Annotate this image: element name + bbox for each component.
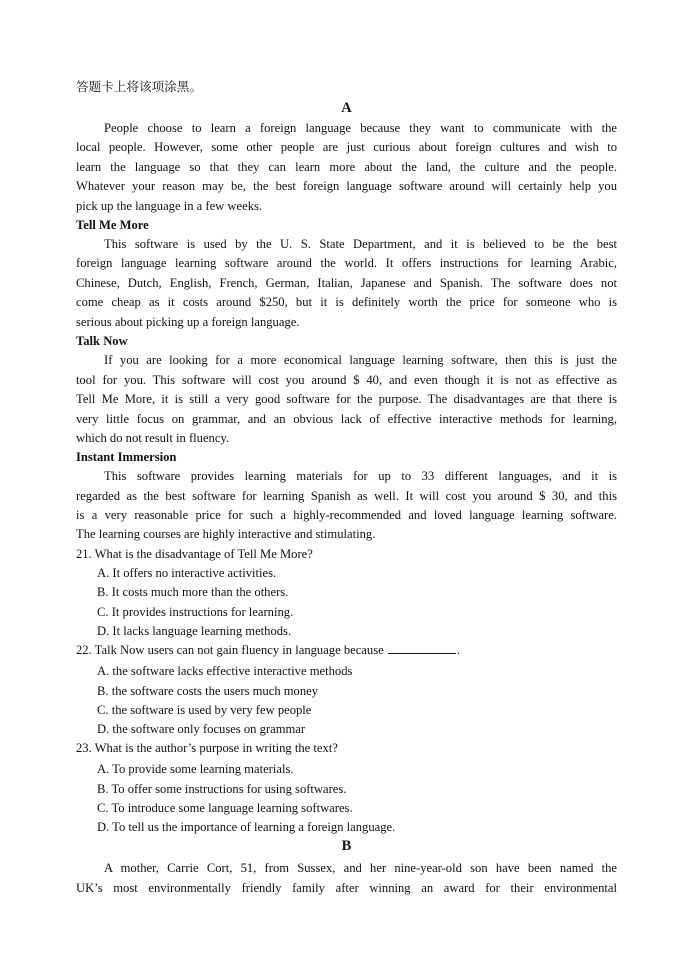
product-heading: Instant Immersion: [76, 450, 177, 464]
answer-option: A. the software lacks effective interactive methods: [97, 664, 353, 678]
product-heading: Talk Now: [76, 334, 128, 348]
question-stem: 23. What is the author’s purpose in writing the text?: [76, 741, 338, 755]
instruction-line: 答题卡上将该项涂黑。: [76, 80, 202, 94]
section-a-title: A: [341, 100, 352, 116]
paragraph-line: foreign language learning software around the world. It offers instructions for learning Arabic,: [76, 256, 617, 270]
question-stem: [76, 642, 460, 658]
paragraph-line: Tell Me More, it is still a very good software for the purpose. The disadvantages are that there is: [76, 392, 617, 406]
intro-line: Whatever your reason may be, the best foreign language software around will certainly help you: [76, 179, 617, 193]
answer-option: B. It costs much more than the others.: [97, 585, 289, 599]
answer-option: C. the software is used by very few people: [97, 703, 312, 717]
paragraph-line: Chinese, Dutch, English, French, German, Italian, Japanese and Spanish. The software does not: [76, 276, 617, 290]
question-stem-end: .: [456, 643, 460, 657]
answer-option: B. the software costs the users much money: [97, 684, 319, 698]
intro-line: learn the language so that they can learn more about the land, the culture and the people.: [76, 160, 617, 174]
answer-option: C. To introduce some language learning softwares.: [97, 801, 353, 815]
section-b-title: B: [341, 838, 352, 854]
paragraph-line: The learning courses are highly interactive and stimulating.: [76, 527, 376, 541]
paragraph-line: regarded as the best software for learning Spanish as well. It will cost you around $ 30, and this: [76, 489, 617, 503]
paragraph-line: serious about picking up a foreign language.: [76, 315, 300, 329]
answer-option: A. To provide some learning materials.: [97, 762, 294, 776]
paragraph-line: come cheap as it costs around $250, but it is definitely worth the price for someone who is: [76, 295, 617, 309]
answer-blank: [388, 642, 456, 654]
answer-option: D. It lacks language learning methods.: [97, 624, 292, 638]
question-stem: 21. What is the disadvantage of Tell Me More?: [76, 547, 313, 561]
paragraph-line: A mother, Carrie Cort, 51, from Sussex, and her nine-year-old son have been named the: [104, 861, 617, 875]
answer-option: D. To tell us the importance of learning a foreign language.: [97, 820, 396, 834]
paragraph-line: which do not result in fluency.: [76, 431, 230, 445]
paragraph-line: This software is used by the U. S. State Department, and it is believed to be the best: [104, 237, 617, 251]
paragraph-line: UK’s most environmentally friendly family after winning an award for their environmental: [76, 881, 617, 895]
paragraph-line: tool for you. This software will cost you around $ 40, and even though it is not as effective as: [76, 373, 617, 387]
answer-option: C. It provides instructions for learning.: [97, 605, 294, 619]
paragraph-line: very little focus on grammar, and an obvious lack of effective interactive methods for learning,: [76, 412, 617, 426]
paragraph-line: This software provides learning materials for up to 33 different languages, and it is: [104, 469, 617, 483]
intro-line: People choose to learn a foreign language because they want to communicate with the: [104, 121, 617, 135]
question-stem-text: 22. Talk Now users can not gain fluency in language because: [76, 643, 384, 657]
answer-option: A. It offers no interactive activities.: [97, 566, 277, 580]
paragraph-line: If you are looking for a more economical language learning software, then this is just the: [104, 353, 617, 367]
paragraph-line: is a very reasonable price for such a highly-recommended and loved language learning software.: [76, 508, 617, 522]
answer-option: B. To offer some instructions for using softwares.: [97, 782, 347, 796]
answer-option: D. the software only focuses on grammar: [97, 722, 306, 736]
intro-line: pick up the language in a few weeks.: [76, 199, 263, 213]
product-heading: Tell Me More: [76, 218, 149, 232]
intro-line: local people. However, some other people are just curious about foreign cultures and wish to: [76, 140, 617, 154]
